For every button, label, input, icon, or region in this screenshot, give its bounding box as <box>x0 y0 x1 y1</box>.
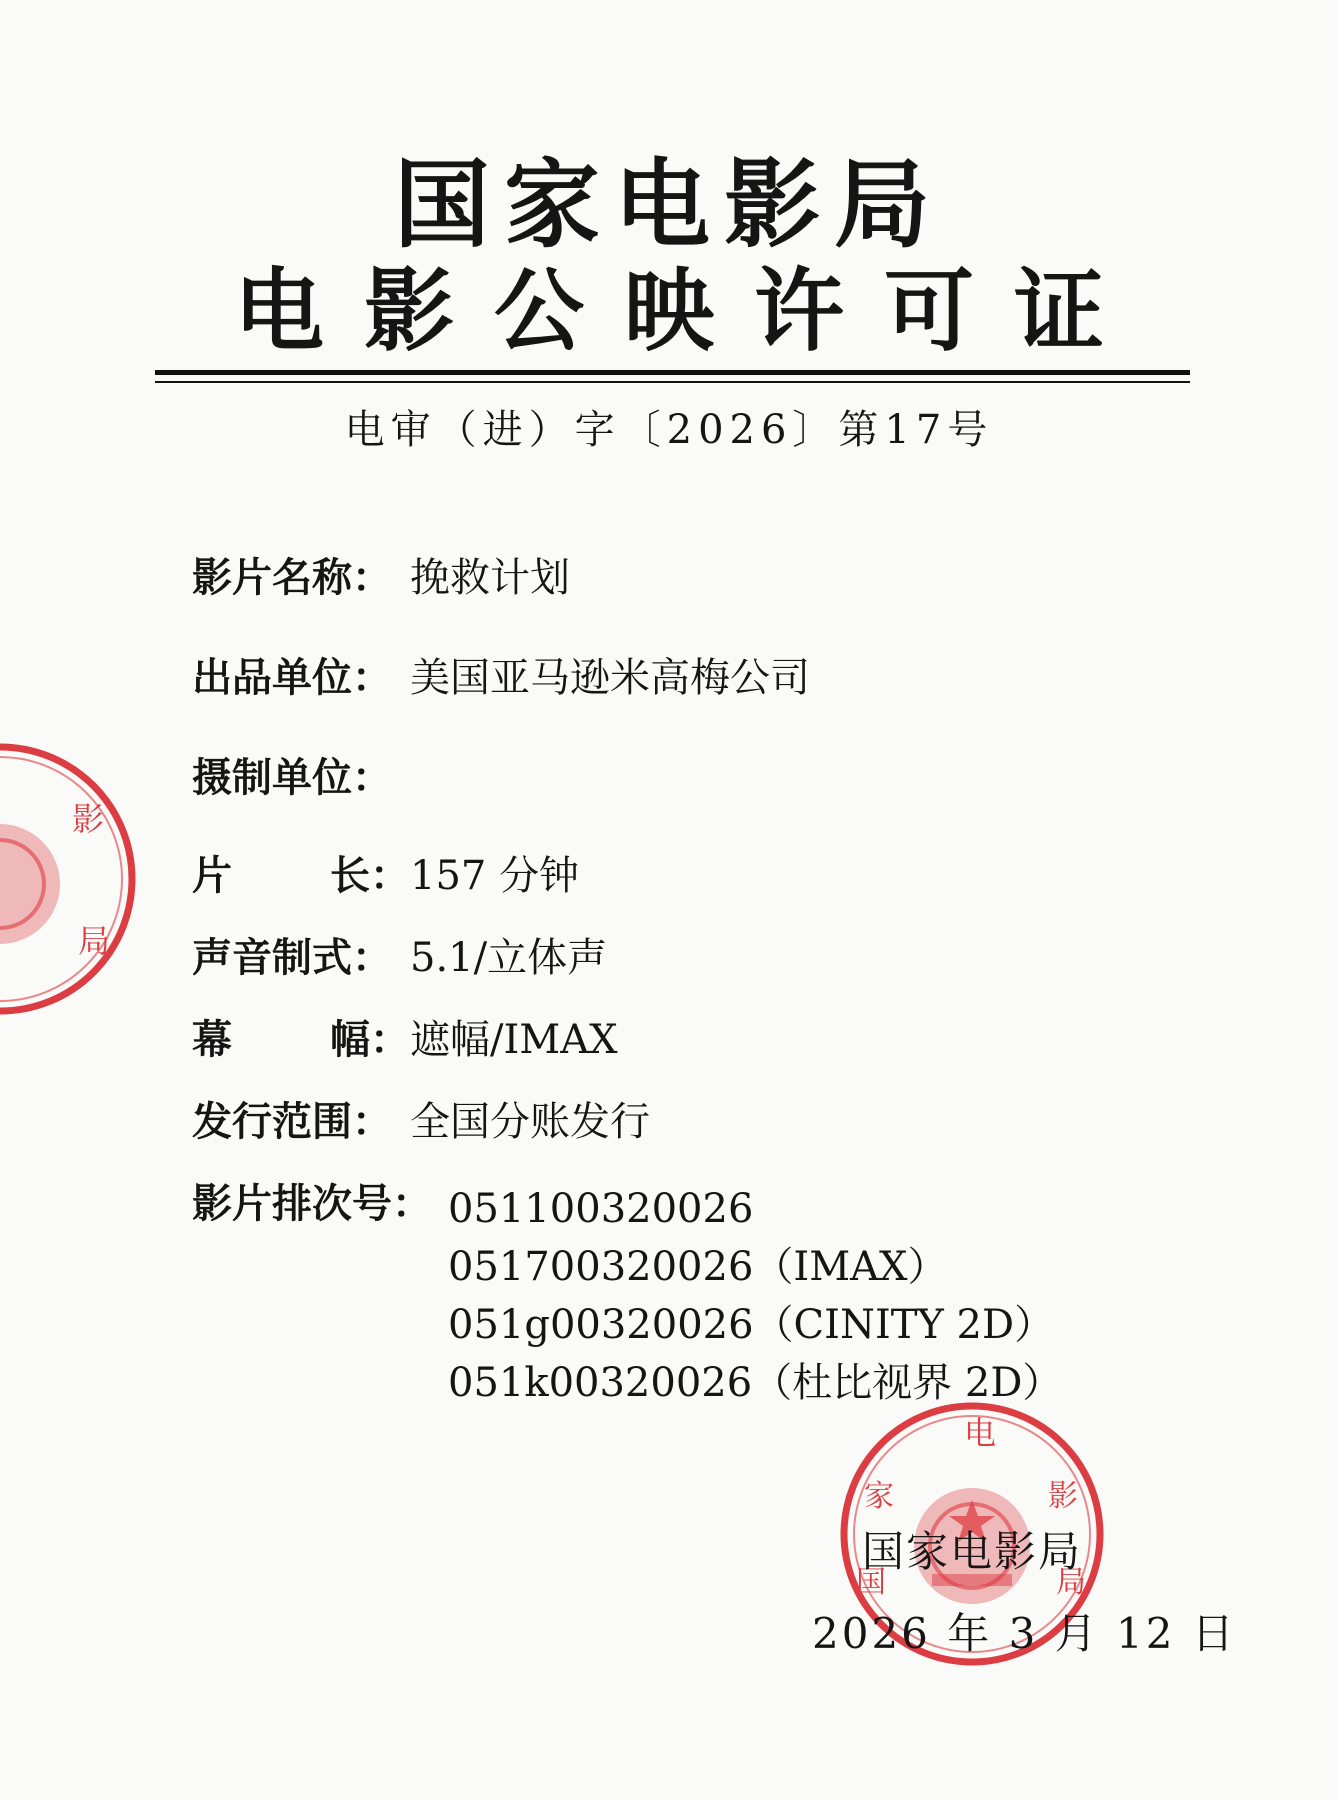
serial-number: 051100320026 <box>448 1186 754 1232</box>
filming-unit-label: 摄制单位： <box>192 755 392 801</box>
screen-value: 遮幅/IMAX <box>410 1017 618 1063</box>
svg-text:影: 影 <box>1048 1479 1078 1514</box>
svg-text:局: 局 <box>1056 1565 1086 1600</box>
serial-label: 影片排次号： <box>192 1181 432 1227</box>
certificate-title: 电影公映许可证 <box>234 259 1144 364</box>
producer-value: 美国亚马逊米高梅公司 <box>410 655 810 701</box>
screen-row <box>192 1012 618 1068</box>
serial-number-list <box>448 1180 1062 1412</box>
document-number: 电审（进）字〔2026〕第17号 <box>344 407 994 453</box>
sound-row <box>192 930 607 986</box>
screen-label: 幕 幅： <box>192 1017 410 1063</box>
film-title-label: 影片名称： <box>192 555 392 601</box>
issue-date: 2026 年 3 月 12 日 <box>812 1609 1237 1658</box>
distribution-value: 全国分账发行 <box>410 1099 650 1145</box>
producer-row <box>192 650 810 706</box>
svg-text:影: 影 <box>72 800 105 838</box>
serial-number: 051g00320026（CINITY 2D） <box>448 1302 1055 1348</box>
title-rule-thin <box>155 381 1190 383</box>
official-seal-left <box>0 734 140 1024</box>
producer-label: 出品单位： <box>192 655 392 701</box>
svg-text:电: 电 <box>964 1414 997 1452</box>
film-title-row <box>192 550 570 606</box>
film-title-value: 挽救计划 <box>410 555 570 601</box>
svg-text:国: 国 <box>856 1565 886 1600</box>
agency-title: 国家电影局 <box>394 149 944 261</box>
length-value: 157 分钟 <box>410 853 580 899</box>
svg-text:局: 局 <box>78 922 111 960</box>
filming-unit-row <box>192 750 410 806</box>
distribution-label: 发行范围： <box>192 1099 392 1145</box>
title-rule-thick <box>155 370 1190 375</box>
sound-value: 5.1/立体声 <box>410 935 608 981</box>
distribution-row <box>192 1094 650 1150</box>
serial-number: 051k00320026（杜比视界 2D） <box>448 1360 1063 1406</box>
svg-text:家: 家 <box>864 1479 894 1514</box>
length-label: 片 长： <box>192 853 410 899</box>
serial-number: 051700320026（IMAX） <box>448 1244 948 1290</box>
issuer-name: 国家电影局 <box>862 1527 1083 1576</box>
serial-row <box>192 1176 448 1232</box>
length-row <box>192 848 579 904</box>
sound-label: 声音制式： <box>192 935 392 981</box>
